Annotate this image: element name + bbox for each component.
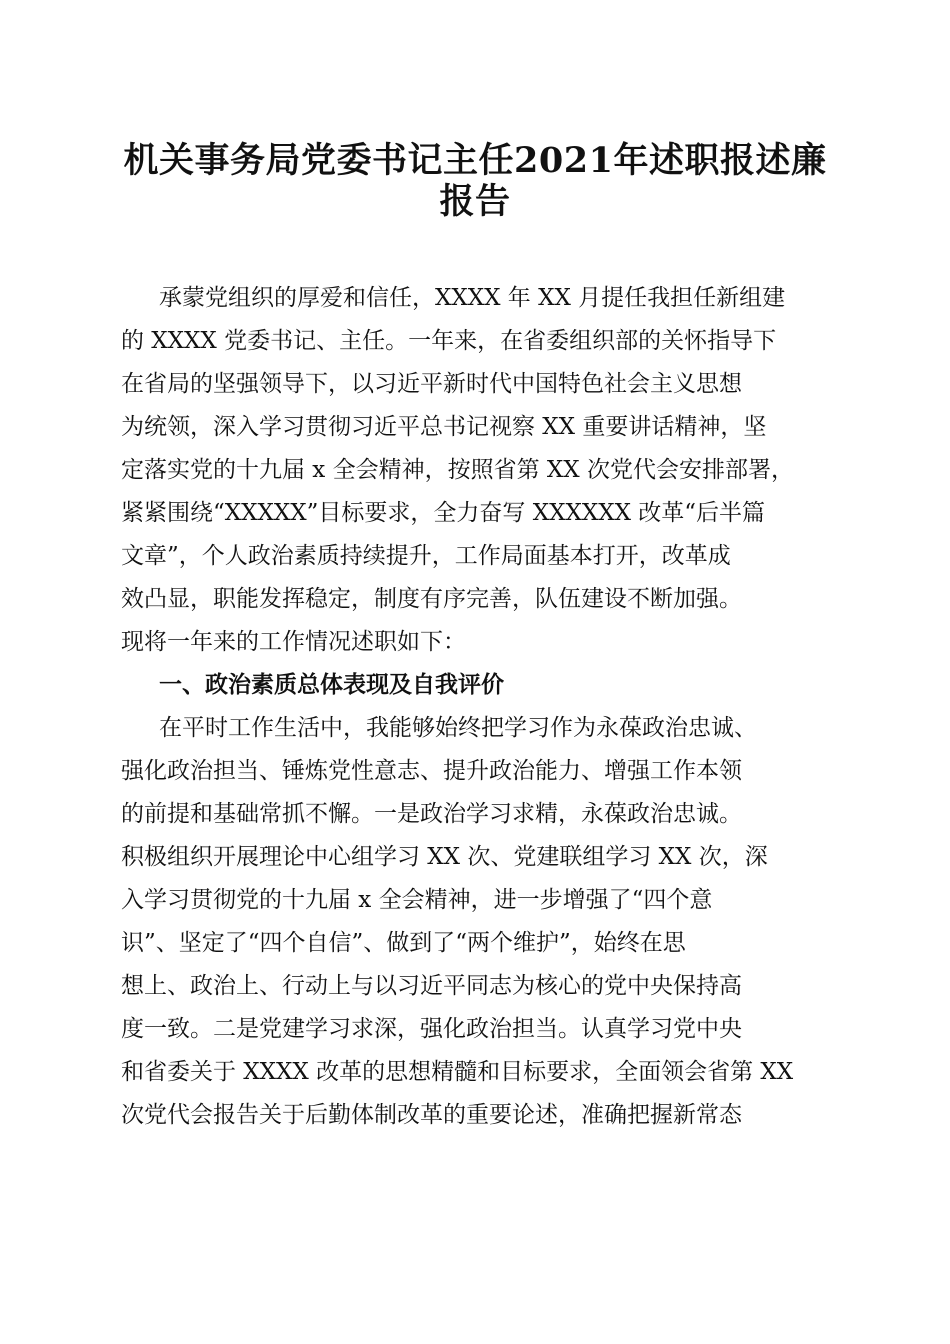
- paragraph-line: 为统领，深入学习贯彻习近平总书记视察 XX 重要讲话精神，坚: [121, 414, 767, 440]
- paragraph-line: 紧紧围绕“XXXXX”目标要求，全力奋写 XXXXXX 改革“后半篇: [121, 500, 766, 526]
- document-title-line-2: 报告: [439, 181, 511, 222]
- paragraph-line: 强化政治担当、锤炼党性意志、提升政治能力、增强工作本领: [121, 758, 742, 784]
- paragraph-line: 在省局的坚强领导下，以习近平新时代中国特色社会主义思想: [121, 371, 742, 397]
- paragraph-line: 定落实党的十九届 x 全会精神，按照省第 XX 次党代会安排部署，: [121, 457, 794, 483]
- paragraph-line: 识”、坚定了“四个自信”、做到了“两个维护”，始终在思: [121, 930, 686, 956]
- paragraph-line: 度一致。二是党建学习求深，强化政治担当。认真学习党中央: [121, 1016, 742, 1042]
- paragraph-line: 现将一年来的工作情况述职如下：: [121, 629, 466, 655]
- paragraph-line: 效凸显，职能发挥稳定，制度有序完善，队伍建设不断加强。: [121, 586, 742, 612]
- paragraph-line: 在平时工作生活中，我能够始终把学习作为永葆政治忠诚、: [159, 715, 757, 741]
- document-title-line-1: 机关事务局党委书记主任2021年述职报述廉: [123, 140, 827, 181]
- paragraph-line: 想上、政治上、行动上与以习近平同志为核心的党中央保持高: [121, 973, 742, 999]
- paragraph-line: 的 XXXX 党委书记、主任。一年来，在省委组织部的关怀指导下: [121, 328, 777, 354]
- paragraph-line: 积极组织开展理论中心组学习 XX 次、党建联组学习 XX 次，深: [121, 844, 768, 870]
- paragraph-line: 次党代会报告关于后勤体制改革的重要论述，准确把握新常态: [121, 1102, 742, 1128]
- paragraph-line: 和省委关于 XXXX 改革的思想精髓和目标要求，全面领会省第 XX: [121, 1059, 794, 1085]
- section-heading: 一、政治素质总体表现及自我评价: [159, 672, 504, 698]
- paragraph-line: 的前提和基础常抓不懈。一是政治学习求精，永葆政治忠诚。: [121, 801, 742, 827]
- paragraph-line: 入学习贯彻党的十九届 x 全会精神，进一步增强了“四个意: [121, 887, 713, 913]
- paragraph-line: 承蒙党组织的厚爱和信任，XXXX 年 XX 月提任我担任新组建: [159, 285, 786, 311]
- paragraph-line: 文章”，个人政治素质持续提升，工作局面基本打开，改革成: [121, 543, 731, 569]
